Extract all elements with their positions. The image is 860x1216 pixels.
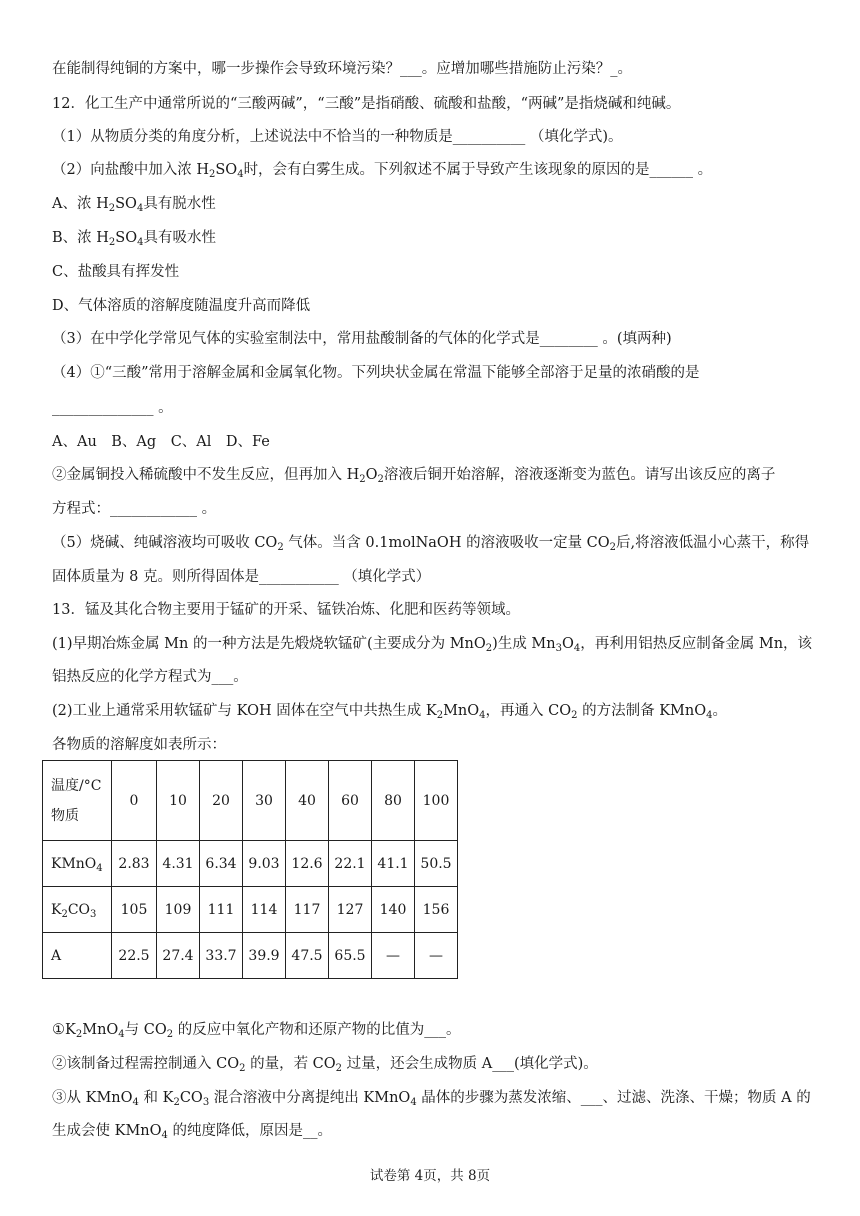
q12-part4-options: A、Au B、Ag C、Al D、Fe	[52, 434, 270, 450]
option-c: C、盐酸具有挥发性	[52, 264, 180, 280]
equation-blank-line: 方程式：____________ 。	[52, 501, 217, 517]
question-12-stem: 12．化工生产中通常所说的“三酸两碱”，“三酸”是指硝酸、硫酸和盐酸，“两碱”是指烧碱和纯碱。	[52, 96, 681, 112]
temp-cell: 100	[415, 761, 458, 841]
q13-sub1: $①K_2MnO_4$与 $CO_2$ 的反应中氧化产物和还原产物的比值为___。	[52, 1022, 461, 1040]
value-cell: 2.83	[112, 841, 157, 887]
temp-cell: 60	[329, 761, 372, 841]
value-cell: 22.5	[112, 933, 157, 979]
value-cell: 39.9	[243, 933, 286, 979]
answer-blank-line: ______________ 。	[52, 400, 173, 416]
q12-part1: （1）从物质分类的角度分析，上述说法中不恰当的一种物质是__________ （填化学式)。	[52, 129, 623, 145]
temp-cell: 10	[157, 761, 200, 841]
value-cell: 156	[415, 887, 458, 933]
value-cell: 4.31	[157, 841, 200, 887]
value-cell: —	[372, 933, 415, 979]
value-cell: 12.6	[286, 841, 329, 887]
page-footer: 试卷第 4页，共 8页	[369, 1168, 491, 1184]
q13-part1-cont: 铝热反应的化学方程式为___。	[52, 669, 248, 685]
value-cell: 22.1	[329, 841, 372, 887]
q13-sub3-cont: 生成会使 KMnO$_4$ 的纯度降低，原因是__。	[52, 1123, 332, 1141]
value-cell: 33.7	[200, 933, 243, 979]
temp-cell: 30	[243, 761, 286, 841]
value-cell: 47.5	[286, 933, 329, 979]
value-cell: 105	[112, 887, 157, 933]
table-row	[43, 887, 458, 933]
substance-cell: A	[43, 933, 112, 979]
option-b: B、浓 $H_2SO_4$具有吸水性	[52, 230, 216, 248]
table-header-row	[43, 761, 458, 841]
value-cell: 9.03	[243, 841, 286, 887]
q13-part2: (2)工业上通常采用软锰矿与 KOH 固体在空气中共热生成 $K_2MnO_4$，再通入 $CO_2$ 的方法制备 KMnO$_4$。	[52, 703, 727, 721]
temp-cell: 20	[200, 761, 243, 841]
value-cell: —	[415, 933, 458, 979]
option-d: D、气体溶质的溶解度随温度升高而降低	[52, 298, 311, 314]
table-row	[43, 933, 458, 979]
q12-part2: （2）向盐酸中加入浓 $H_2SO_4$时，会有白雾生成。下列叙述不属于导致产生该现象的原因的是______ 。	[52, 162, 713, 180]
temp-cell: 0	[112, 761, 157, 841]
value-cell: 114	[243, 887, 286, 933]
value-cell: 109	[157, 887, 200, 933]
value-cell: 65.5	[329, 933, 372, 979]
q12-part5: （5）烧碱、纯碱溶液均可吸收 $CO_2$ 气体。当含 0.1molNaOH 的溶液吸收一定量 $CO_2$后,将溶液低温小心蒸干，称得	[52, 535, 810, 553]
table-caption: 各物质的溶解度如表所示：	[52, 737, 226, 753]
header-corner-cell: 温度/°C 物质	[43, 761, 112, 841]
temp-cell: 40	[286, 761, 329, 841]
value-cell: 41.1	[372, 841, 415, 887]
value-cell: 117	[286, 887, 329, 933]
q12-part4-sub2: ②金属铜投入稀硫酸中不发生反应，但再加入 $H_2O_2$溶液后铜开始溶解，溶液逐渐变为蓝色。请写出该反应的离子	[52, 467, 776, 485]
q13-sub2: ②该制备过程需控制通入 $CO_2$ 的量，若 $CO_2$ 过量，还会生成物质 A___(填化学式)。	[52, 1056, 598, 1074]
table-row	[43, 841, 458, 887]
q12-part4: （4）①“三酸”常用于溶解金属和金属氧化物。下列块状金属在常温下能够全部溶于足量的浓硝酸的是	[52, 365, 700, 381]
question-13-stem: 13．锰及其化合物主要用于锰矿的开采、锰铁冶炼、化肥和医药等领域。	[52, 602, 520, 618]
q13-part1: (1)早期冶炼金属 Mn 的一种方法是先煅烧软锰矿(主要成分为 MnO$_2$)生成 $Mn_3O_4$，再利用铝热反应制备金属 Mn，该	[52, 636, 813, 654]
substance-cell: KMnO$_4$	[43, 841, 112, 887]
value-cell: 127	[329, 887, 372, 933]
substance-cell: $K_2CO_3$	[43, 887, 112, 933]
value-cell: 50.5	[415, 841, 458, 887]
solubility-table	[42, 760, 458, 979]
text-line: 在能制得纯铜的方案中，哪一步操作会导致环境污染？___。应增加哪些措施防止污染？_。	[52, 61, 632, 77]
value-cell: 111	[200, 887, 243, 933]
temp-cell: 80	[372, 761, 415, 841]
q12-part3: （3）在中学化学常见气体的实验室制法中，常用盐酸制备的气体的化学式是________ 。(填两种)	[52, 331, 672, 347]
value-cell: 27.4	[157, 933, 200, 979]
q13-sub3: ③从 KMnO$_4$ 和 $K_2CO_3$ 混合溶液中分离提纯出 KMnO$_4$ 晶体的步骤为蒸发浓缩、___、过滤、洗涤、干燥；物质 A 的	[52, 1090, 811, 1108]
q12-part5-cont: 固体质量为 8 克。则所得固体是___________ （填化学式）	[52, 569, 431, 585]
value-cell: 6.34	[200, 841, 243, 887]
value-cell: 140	[372, 887, 415, 933]
option-a: A、浓 $H_2SO_4$具有脱水性	[52, 196, 216, 214]
